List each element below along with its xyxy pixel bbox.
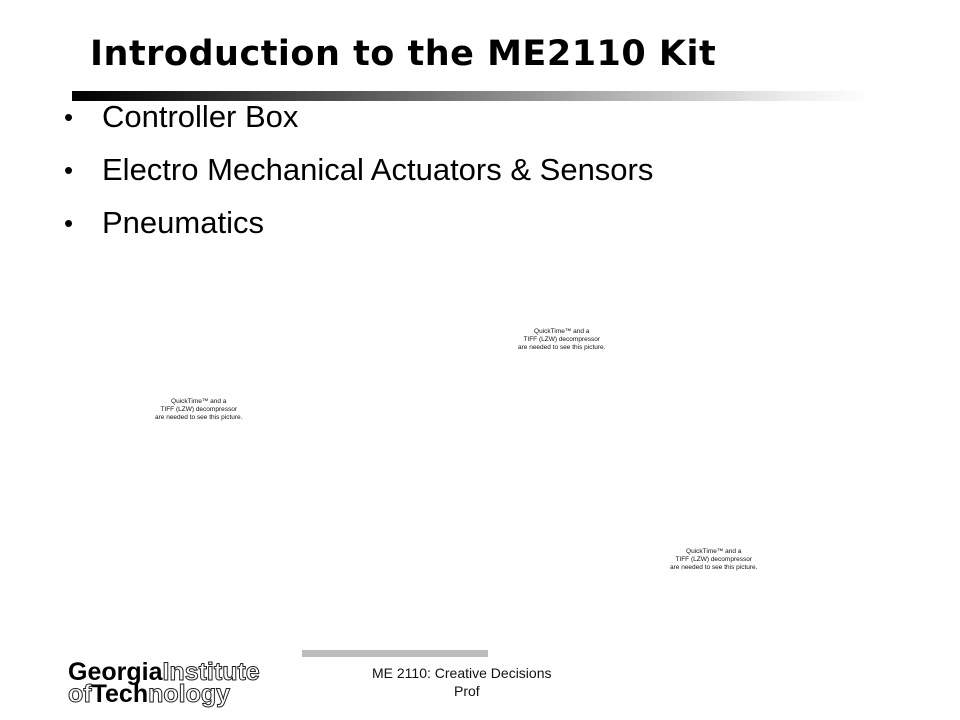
bullet-list bbox=[62, 97, 653, 256]
footer-course: ME 2110: Creative Decisions bbox=[372, 665, 552, 681]
bullet-marker: • bbox=[64, 208, 74, 238]
slide-title: Introduction to the ME2110 Kit bbox=[90, 34, 717, 74]
quicktime-placeholder-left bbox=[155, 398, 242, 422]
footer-text bbox=[372, 664, 552, 700]
bullet-item bbox=[62, 150, 653, 203]
bullet-marker: • bbox=[64, 155, 74, 185]
placeholder-line: are needed to see this picture. bbox=[518, 344, 606, 351]
bullet-text: Controller Box bbox=[102, 99, 299, 134]
logo-word: nology bbox=[148, 680, 231, 708]
placeholder-line: QuickTime™ and a bbox=[534, 328, 590, 335]
bullet-text: Pneumatics bbox=[102, 205, 264, 240]
bullet-text: Electro Mechanical Actuators & Sensors bbox=[102, 152, 654, 187]
placeholder-line: TIFF (LZW) decompressor bbox=[675, 556, 752, 563]
quicktime-placeholder-right bbox=[670, 548, 757, 572]
placeholder-line: are needed to see this picture. bbox=[670, 564, 758, 571]
quicktime-placeholder-top bbox=[518, 328, 605, 352]
bullet-item bbox=[62, 203, 653, 256]
placeholder-line: TIFF (LZW) decompressor bbox=[523, 336, 600, 343]
placeholder-line: TIFF (LZW) decompressor bbox=[160, 406, 237, 413]
placeholder-line: are needed to see this picture. bbox=[155, 414, 243, 421]
logo-word: Institute bbox=[162, 658, 260, 686]
logo-word: Tech bbox=[91, 680, 149, 708]
logo-word: of bbox=[68, 680, 92, 708]
logo-word: Georgia bbox=[68, 658, 163, 686]
placeholder-line: QuickTime™ and a bbox=[171, 398, 227, 405]
footer-professor: Prof bbox=[454, 683, 480, 699]
bullet-item bbox=[62, 97, 653, 150]
placeholder-line: QuickTime™ and a bbox=[686, 548, 742, 555]
footer-bar bbox=[302, 650, 488, 657]
bullet-marker: • bbox=[64, 102, 74, 132]
georgia-tech-logo bbox=[68, 660, 278, 708]
